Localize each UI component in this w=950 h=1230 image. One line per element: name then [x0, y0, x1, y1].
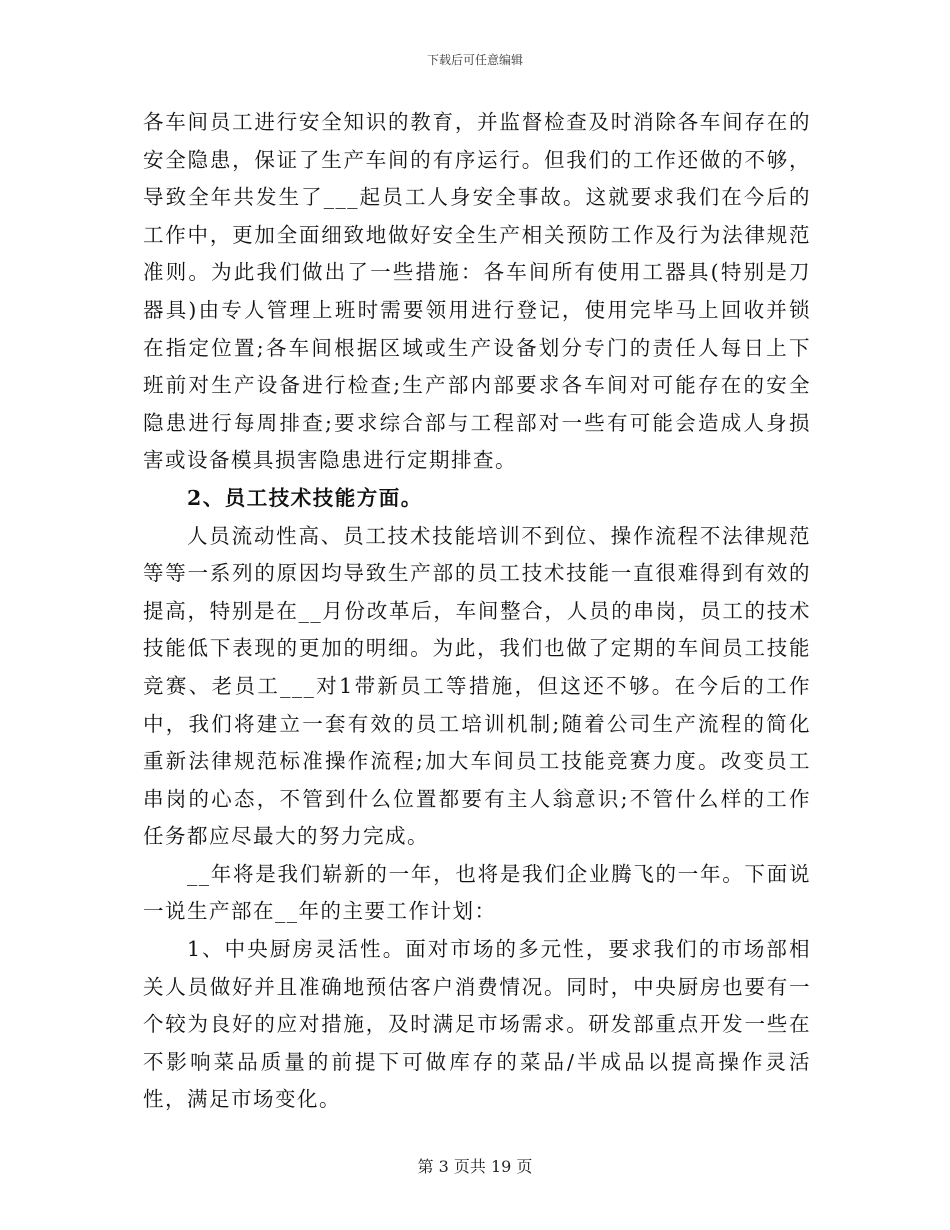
paragraph-staff-skills: 人员流动性高、员工技术技能培训不到位、操作流程不法律规范等等一系列的原因均导致生产部的员工技术技能一直很难得到有效的提高，特别是在__月份改革后，车间整合，人员的串岗，员工的技术技能低下表现的更加的明细。为此，我们也做了定期的车间员工技能竞赛、老员工___对1带新员工等措施，但这还不够。在今后的工作中，我们将建立一套有效的员工培训机制;随着公司生产流程的简化重新法律规范标准操作流程;加大车间员工技能竞赛力度。改变员工串岗的心态，不管到什么位置都要有主人翁意识;不管什么样的工作任务都应尽最大的努力完成。 [143, 523, 811, 849]
paragraph-plan-intro: __年将是我们崭新的一年，也将是我们企业腾飞的一年。下面说一说生产部在__年的主要工作计划： [143, 861, 811, 924]
paragraph-central-kitchen: 1、中央厨房灵活性。面对市场的多元性，要求我们的市场部相关人员做好并且准确地预估客户消费情况。同时，中央厨房也要有一个较为良好的应对措施，及时满足市场需求。研发部重点开发一些在不影响菜品质量的前提下可做库存的菜品/半成品以提高操作灵活性，满足市场变化。 [143, 937, 811, 1112]
page-header [0, 52, 950, 68]
header-note: 下载后可任意编辑 [426, 53, 523, 67]
page-footer [0, 1157, 950, 1177]
document-body [143, 104, 811, 1119]
page-number: 第 3 页共 19 页 [417, 1157, 533, 1176]
section-heading-staff-skills: 2、员工技术技能方面。 [187, 485, 423, 510]
paragraph-safety-continuation: 各车间员工进行安全知识的教育，并监督检查及时消除各车间存在的安全隐患，保证了生产车间的有序运行。但我们的工作还做的不够，导致全年共发生了___起员工人身安全事故。这就要求我们在今后的工作中，更加全面细致地做好安全生产相关预防工作及行为法律规范准则。为此我们做出了一些措施：各车间所有使用工器具(特别是刀器具)由专人管理上班时需要领用进行登记，使用完毕马上回收并锁在指定位置;各车间根据区域或生产设备划分专门的责任人每日上下班前对生产设备进行检查;生产部内部要求各车间对可能存在的安全隐患进行每周排查;要求综合部与工程部对一些有可能会造成人身损害或设备模具损害隐患进行定期排查。 [143, 110, 811, 473]
